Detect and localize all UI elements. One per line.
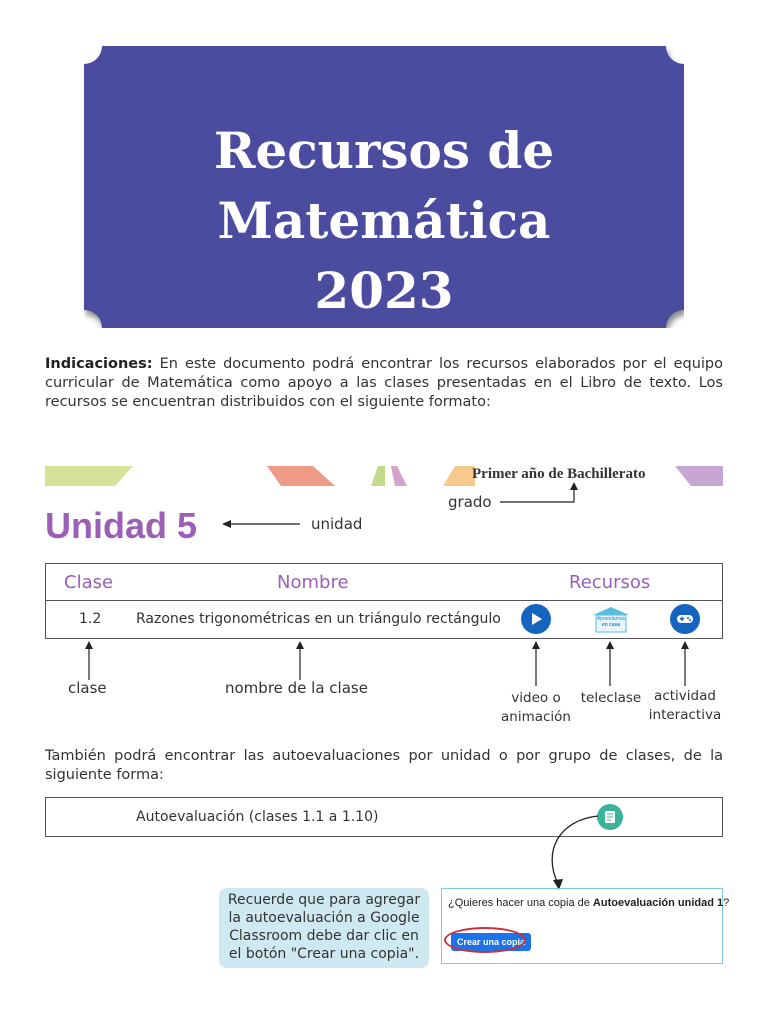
grade-label: Primer año de Bachillerato bbox=[472, 466, 646, 482]
dialog-question-suffix: ? bbox=[723, 897, 730, 909]
copy-dialog-preview bbox=[441, 888, 730, 964]
autoevaluacion-row bbox=[45, 797, 723, 837]
title-banner bbox=[84, 46, 684, 328]
crear-una-copia-button[interactable]: Crear una copia bbox=[451, 933, 531, 951]
autoevaluacion-intro: También podrá encontrar las autoevaluaciones por unidad o por grupo de clases, de la siguiente forma: bbox=[45, 748, 723, 783]
unit-title: Unidad 5 bbox=[45, 505, 198, 546]
teleclase-logo-text-1: Aprendamos bbox=[596, 616, 626, 622]
row-clase: 1.2 bbox=[79, 611, 102, 627]
dialog-question-bold: Autoevaluación unidad 1 bbox=[592, 897, 724, 909]
teleclase-logo-text-2: en casa bbox=[601, 622, 621, 628]
intro-text: En este documento podrá encontrar los recursos elaborados por el equipo curricular de Matemática como apoyo a las clases presentadas en el Libro de texto. Los recursos se encuentran distribuidos con el siguiente formato: bbox=[45, 356, 723, 410]
banner-title bbox=[84, 116, 684, 326]
intro-paragraph bbox=[45, 355, 723, 412]
grade-annotation: grado bbox=[448, 493, 492, 511]
header-recursos: Recursos bbox=[569, 572, 651, 593]
video-annotation-line-2: animación bbox=[501, 709, 571, 725]
grade-arrow bbox=[496, 482, 580, 506]
aprendamos-en-casa-icon[interactable] bbox=[591, 606, 631, 634]
banner-title-line-2: Matemática bbox=[217, 191, 551, 250]
curved-arrow bbox=[540, 810, 610, 892]
video-annotation bbox=[496, 689, 576, 727]
actividad-annotation-line-1: actividad bbox=[654, 688, 716, 704]
copy-dialog-question bbox=[448, 897, 729, 909]
play-icon[interactable] bbox=[521, 604, 551, 634]
banner-title-line-3: 2023 bbox=[314, 261, 454, 320]
intro-label: Indicaciones: bbox=[45, 356, 153, 372]
banner-title-line-1: Recursos de bbox=[213, 121, 555, 180]
annotation-arrows bbox=[0, 640, 768, 690]
autoevaluacion-text: Autoevaluación (clases 1.1 a 1.10) bbox=[136, 809, 379, 825]
row-nombre: Razones trigonométricas en un triángulo rectángulo bbox=[136, 611, 501, 627]
teleclase-annotation: teleclase bbox=[580, 690, 642, 706]
clase-annotation: clase bbox=[68, 679, 107, 697]
table-divider bbox=[46, 600, 722, 601]
header-nombre: Nombre bbox=[277, 572, 349, 593]
gamepad-icon[interactable] bbox=[670, 604, 700, 634]
example-resources-table bbox=[45, 563, 723, 639]
actividad-annotation bbox=[647, 687, 723, 725]
unit-annotation: unidad bbox=[311, 515, 363, 533]
classroom-note: Recuerde que para agregar la autoevaluación a Google Classroom debe dar clic en el botón "Crear una copia". bbox=[219, 888, 429, 968]
nombre-annotation: nombre de la clase bbox=[225, 679, 368, 697]
video-annotation-line-1: video o bbox=[511, 690, 561, 706]
header-clase: Clase bbox=[64, 572, 114, 593]
highlight-ring bbox=[444, 927, 526, 953]
unit-arrow bbox=[222, 518, 304, 530]
actividad-annotation-line-2: interactiva bbox=[648, 707, 722, 723]
dialog-question-prefix: ¿Quieres hacer una copia de bbox=[448, 897, 593, 909]
